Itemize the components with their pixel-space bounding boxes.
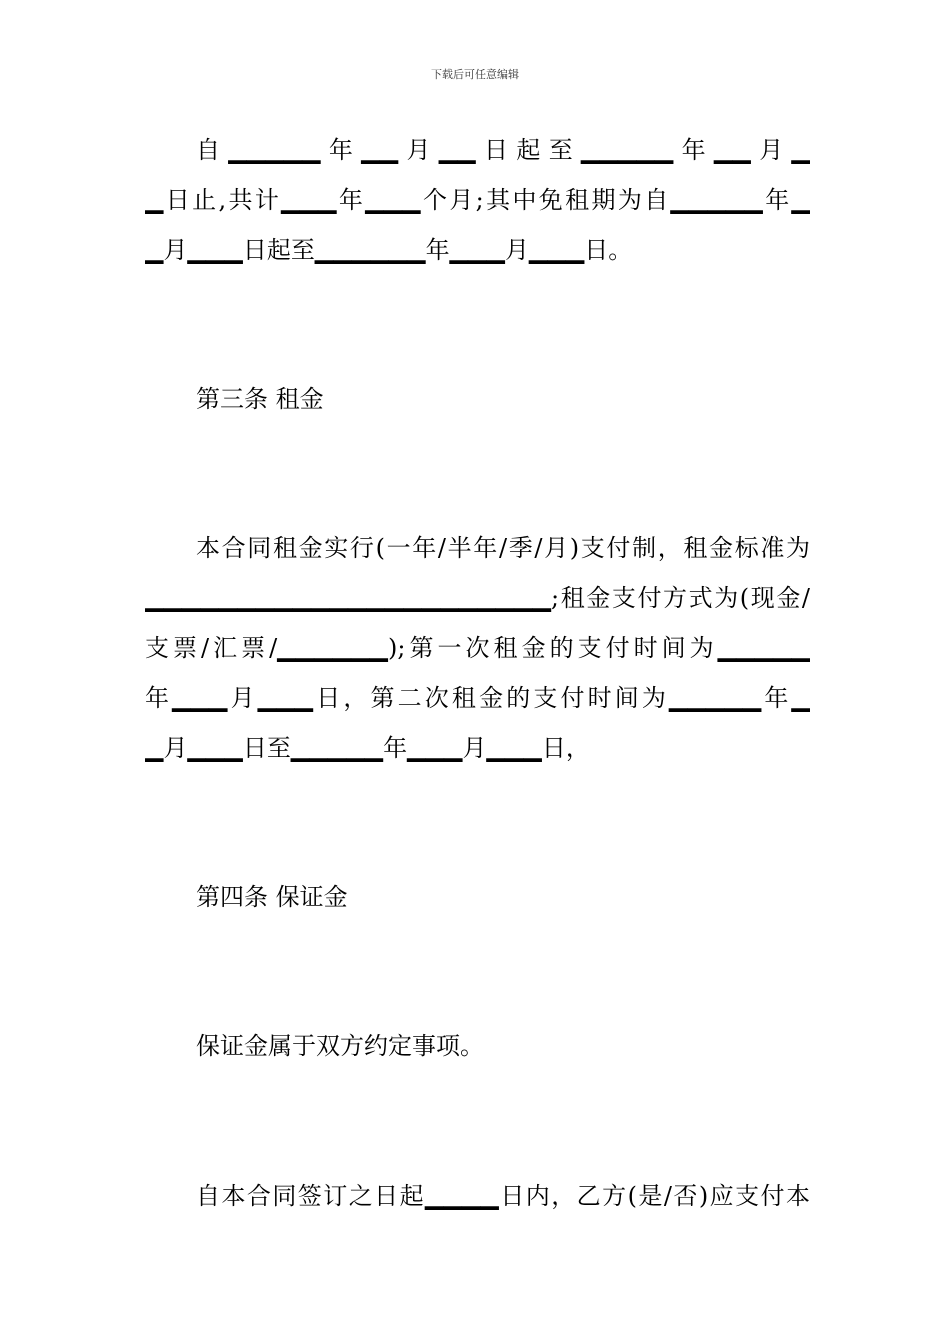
rent-paragraph-line-4: 年▁▁▁月▁▁▁日，第二次租金的支付时间为▁▁▁▁▁年▁ (145, 684, 810, 712)
lease-term-line-3: ▁月▁▁▁日起至▁▁▁▁▁▁年▁▁▁月▁▁▁日。 (145, 236, 633, 264)
deposit-paragraph-2: 自本合同签订之日起▁▁▁▁日内，乙方(是/否)应支付本 (196, 1182, 810, 1210)
rent-paragraph-line-5: ▁月▁▁▁日至▁▁▁▁▁年▁▁▁月▁▁▁日， (145, 734, 590, 762)
rent-paragraph-line-2: ▁▁▁▁▁▁▁▁▁▁▁▁▁▁▁▁▁▁▁▁▁▁;租金支付方式为(现金/ (145, 584, 810, 612)
lease-term-line-2: ▁日止,共计▁▁▁年▁▁▁个月;其中免租期为自▁▁▁▁▁年▁ (145, 186, 810, 214)
rent-paragraph-line-3: 支票/汇票/▁▁▁▁▁▁);第一次租金的支付时间为▁▁▁▁▁ (145, 634, 810, 662)
deposit-paragraph-1: 保证金属于双方约定事项。 (196, 1032, 484, 1060)
article-4-heading: 第四条 保证金 (196, 883, 348, 911)
rent-paragraph-line-1: 本合同租金实行(一年/半年/季/月)支付制，租金标准为 (196, 534, 810, 562)
page-header: 下载后可任意编辑 (431, 68, 519, 81)
lease-term-line-1: 自▁▁▁▁▁年▁▁月▁▁日起至▁▁▁▁▁年▁▁月▁ (196, 136, 810, 164)
article-3-heading: 第三条 租金 (196, 385, 324, 413)
